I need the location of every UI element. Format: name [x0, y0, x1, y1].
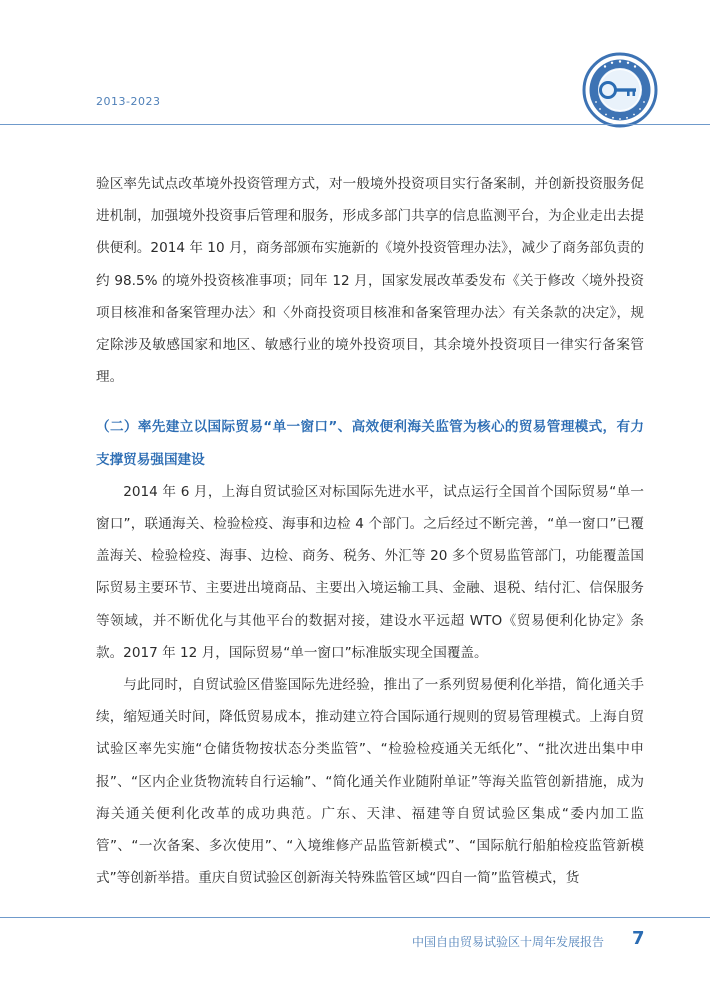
footer-divider [0, 917, 710, 918]
body-text [96, 168, 644, 894]
paragraph-trade-facilitation: 与此同时，自贸试验区借鉴国际先进经验，推出了一系列贸易便利化举措，简化通关手续，缩短通关时间，降低贸易成本，推动建立符合国际通行规则的贸易管理模式。上海自贸试验区率先实施“仓储货物按状态分类监管”、“检验检疫通关无纸化”、“批次进出集中申报”、“区内企业货物流转自行运输”、“简化通关作业随附单证”等海关监管创新措施，成为海关通关便利化改革的成功典范。广东、天津、福建等自贸试验区集成“委内加工监管”、“一次备案、多次使用”、“入境维修产品监管新模式”、“国际航行船舶检疫监管新模式”等创新举措。重庆自贸试验区创新海关特殊监管区域“四自一简”监管模式，货 [96, 677, 644, 887]
header-year-range: 2013-2023 [96, 95, 161, 108]
cttt-seal-logo-icon [582, 52, 658, 128]
header-divider [0, 124, 710, 125]
page-number: 7 [632, 928, 645, 949]
paragraph-investment-management: 验区率先试点改革境外投资管理方式，对一般境外投资项目实行备案制，并创新投资服务促进机制，加强境外投资事后管理和服务，形成多部门共享的信息监测平台，为企业走出去提供便利。2014 年 10 月，商务部颁布实施新的《境外投资管理办法》，减少了商务部负责的约 98.5% 的境外投资核准事项；同年 12 月，国家发展改革委发布《关于修改〈境外投资项目核准和备案管理办法〉和〈外商投资项目核准和备案管理办法〉有关条款的决定》，规定除涉及敏感国家和地区、敏感行业的境外投资项目，其余境外投资项目一律实行备案管理。 [96, 176, 644, 386]
section-heading: （二）率先建立以国际贸易“单一窗口”、高效便利海关监管为核心的贸易管理模式，有力支撑贸易强国建设 [96, 419, 644, 468]
paragraph-single-window: 2014 年 6 月，上海自贸试验区对标国际先进水平，试点运行全国首个国际贸易“单一窗口”，联通海关、检验检疫、海事和边检 4 个部门。之后经过不断完善，“单一窗口”已覆盖海关、检验检疫、海事、边检、商务、税务、外汇等 20 多个贸易监管部门，功能覆盖国际贸易主要环节、主要进出境商品、主要出入境运输工具、金融、退税、结付汇、信保服务等领域，并不断优化与其他平台的数据对接，建设水平远超 WTO《贸易便利化协定》条款。2017 年 12 月，国际贸易“单一窗口”标准版实现全国覆盖。 [96, 483, 644, 661]
footer-report-title: 中国自由贸易试验区十周年发展报告 [411, 935, 604, 949]
